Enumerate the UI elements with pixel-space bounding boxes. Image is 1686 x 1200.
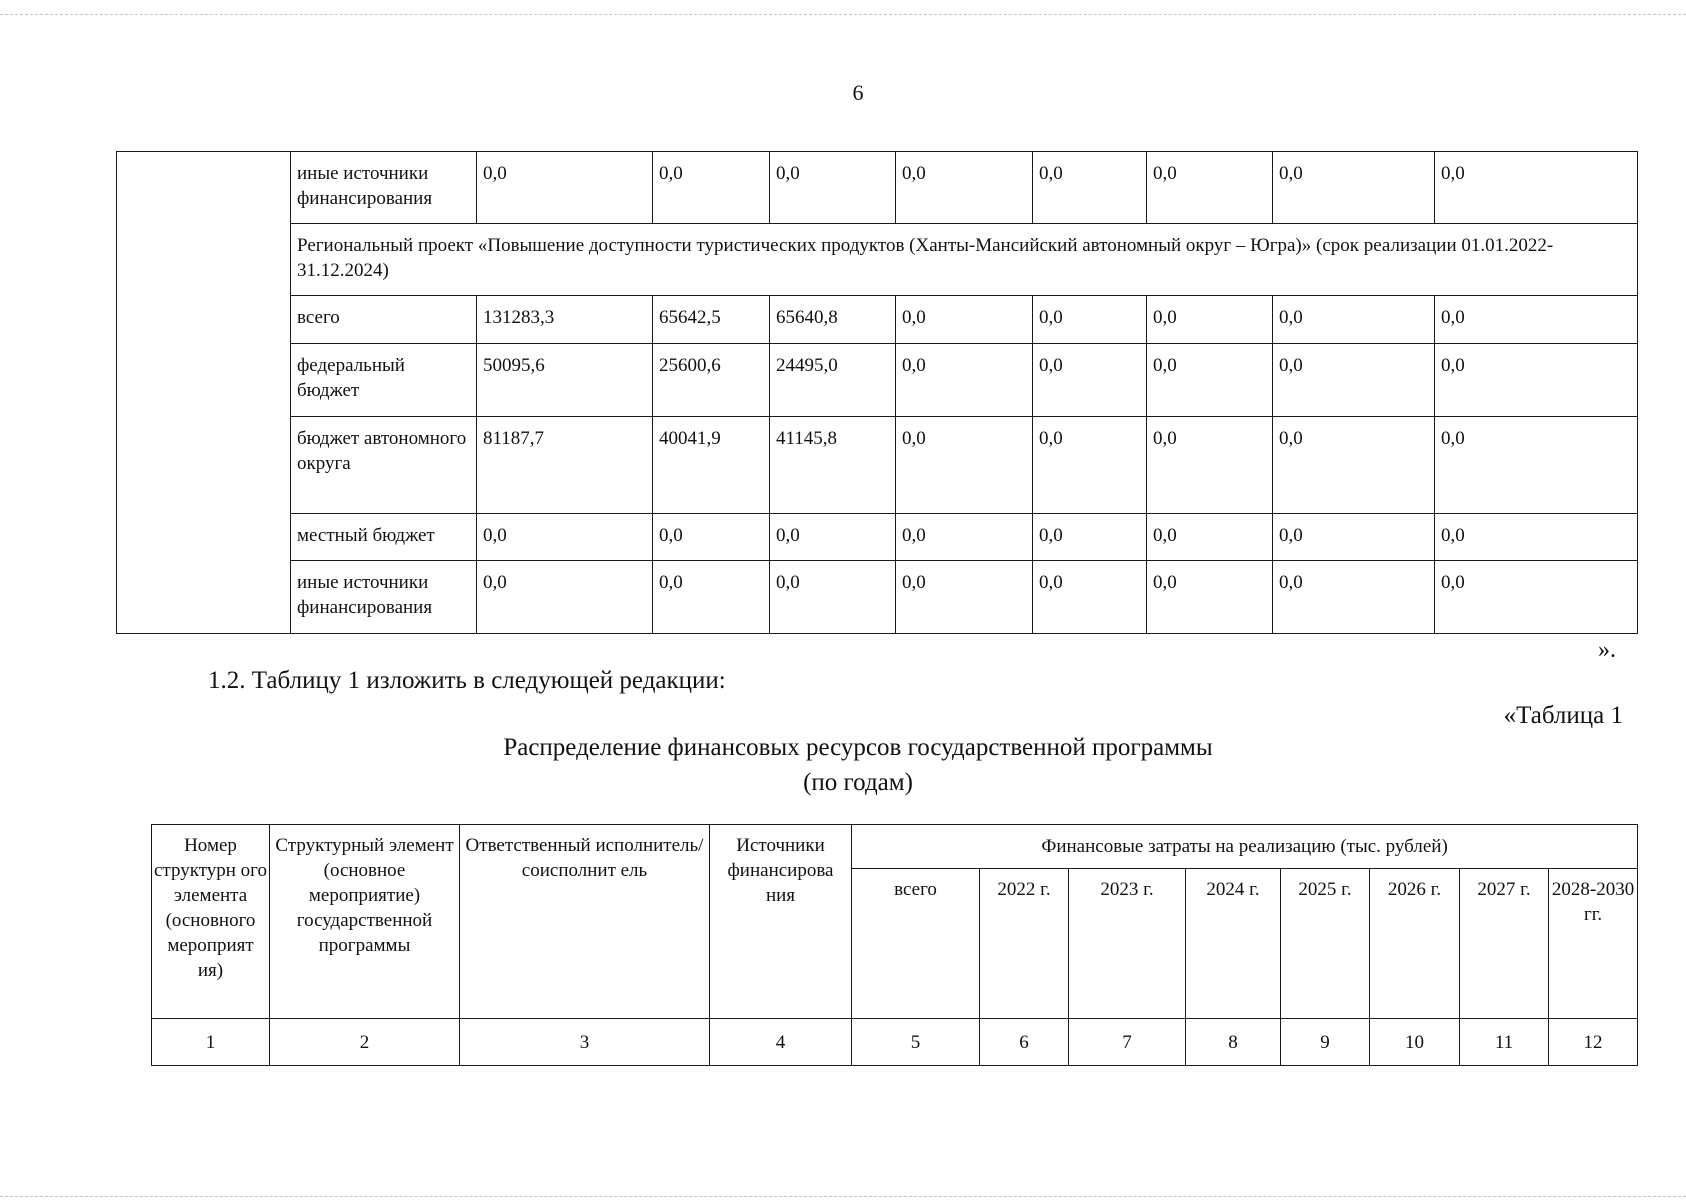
value-cell: 0,0: [1147, 152, 1273, 224]
column-number: 9: [1281, 1019, 1370, 1066]
column-header: Структурный элемент (основное мероприятие) государственной программы: [270, 825, 460, 1019]
value-cell: 0,0: [1273, 152, 1435, 224]
value-cell: 0,0: [896, 344, 1033, 417]
column-number: 4: [710, 1019, 852, 1066]
table-row: [117, 417, 1638, 514]
table-title-line: (по годам): [803, 769, 913, 796]
table-row: [117, 152, 1638, 224]
value-cell: 0,0: [1147, 561, 1273, 634]
value-cell: 0,0: [1435, 296, 1638, 344]
row-label: иные источники финансирования: [291, 561, 477, 634]
value-cell: 0,0: [770, 514, 896, 561]
value-cell: 0,0: [1435, 344, 1638, 417]
value-cell: 0,0: [1273, 561, 1435, 634]
column-number: 1: [152, 1019, 270, 1066]
value-cell: 0,0: [896, 561, 1033, 634]
row-label: федеральный бюджет: [291, 344, 477, 417]
value-cell: 0,0: [1033, 296, 1147, 344]
column-header: 2028-2030 гг.: [1549, 869, 1638, 1019]
scan-edge-top: [0, 14, 1686, 15]
value-cell: 0,0: [1033, 152, 1147, 224]
value-cell: 65640,8: [770, 296, 896, 344]
value-cell: 0,0: [770, 561, 896, 634]
value-cell: 0,0: [1273, 344, 1435, 417]
table-row: [117, 561, 1638, 634]
value-cell: 0,0: [1435, 152, 1638, 224]
value-cell: 0,0: [896, 514, 1033, 561]
table-title: [0, 730, 1686, 800]
column-number: 7: [1069, 1019, 1186, 1066]
column-number: 2: [270, 1019, 460, 1066]
column-header: 2024 г.: [1186, 869, 1281, 1019]
value-cell: 0,0: [1147, 344, 1273, 417]
value-cell: 0,0: [477, 561, 653, 634]
column-number: 10: [1370, 1019, 1460, 1066]
column-number: 3: [460, 1019, 710, 1066]
column-header: 2023 г.: [1069, 869, 1186, 1019]
value-cell: 0,0: [1273, 514, 1435, 561]
table-title-line: Распределение финансовых ресурсов государственной программы: [503, 734, 1213, 761]
value-cell: 0,0: [1147, 417, 1273, 514]
value-cell: 0,0: [1033, 514, 1147, 561]
value-cell: 0,0: [1147, 514, 1273, 561]
value-cell: 41145,8: [770, 417, 896, 514]
table-row: [117, 296, 1638, 344]
header-table: [151, 824, 1638, 1066]
value-cell: 81187,7: [477, 417, 653, 514]
financial-costs-header: Финансовые затраты на реализацию (тыс. рублей): [852, 825, 1638, 869]
page-number: 6: [852, 80, 864, 105]
value-cell: 65642,5: [653, 296, 770, 344]
value-cell: 0,0: [1435, 417, 1638, 514]
column-number: 12: [1549, 1019, 1638, 1066]
value-cell: 0,0: [1435, 561, 1638, 634]
row-label: бюджет автономного округа: [291, 417, 477, 514]
value-cell: 0,0: [1273, 417, 1435, 514]
column-header: Ответственный исполнитель/соисполнит ель: [460, 825, 710, 1019]
value-cell: 0,0: [653, 152, 770, 224]
value-cell: 0,0: [477, 152, 653, 224]
value-cell: 0,0: [896, 296, 1033, 344]
value-cell: 0,0: [653, 514, 770, 561]
column-header: 2022 г.: [980, 869, 1069, 1019]
value-cell: 0,0: [653, 561, 770, 634]
value-cell: 0,0: [1033, 344, 1147, 417]
empty-left-cell: [117, 152, 291, 634]
value-cell: 50095,6: [477, 344, 653, 417]
value-cell: 0,0: [1435, 514, 1638, 561]
table-row: [117, 224, 1638, 296]
table-row: [117, 344, 1638, 417]
table-row: [117, 514, 1638, 561]
column-header: 2026 г.: [1370, 869, 1460, 1019]
column-number: 11: [1460, 1019, 1549, 1066]
column-header: Номер структурн ого элемента (основного мероприят ия): [152, 825, 270, 1019]
row-label: местный бюджет: [291, 514, 477, 561]
value-cell: 25600,6: [653, 344, 770, 417]
scan-edge-bottom: [0, 1196, 1686, 1197]
column-header: 2025 г.: [1281, 869, 1370, 1019]
section-heading: 1.2. Таблицу 1 изложить в следующей редакции:: [208, 667, 726, 694]
column-number: 5: [852, 1019, 980, 1066]
value-cell: 0,0: [1033, 561, 1147, 634]
value-cell: 0,0: [896, 417, 1033, 514]
closing-quote: ».: [1598, 637, 1616, 663]
column-number-row: [152, 1019, 1638, 1066]
column-header: всего: [852, 869, 980, 1019]
column-number: 8: [1186, 1019, 1281, 1066]
value-cell: 0,0: [1273, 296, 1435, 344]
row-label: всего: [291, 296, 477, 344]
column-header: Источники финансирова ния: [710, 825, 852, 1019]
column-header: 2027 г.: [1460, 869, 1549, 1019]
value-cell: 0,0: [896, 152, 1033, 224]
row-label: иные источники финансирования: [291, 152, 477, 224]
value-cell: 0,0: [477, 514, 653, 561]
project-title: Региональный проект «Повышение доступности туристических продуктов (Ханты-Мансийский автономный округ – Югра)» (срок реализации 01.01.2022-31.12.2024): [291, 224, 1638, 296]
value-cell: 0,0: [770, 152, 896, 224]
value-cell: 0,0: [1147, 296, 1273, 344]
continuation-table: [116, 151, 1638, 634]
value-cell: 131283,3: [477, 296, 653, 344]
column-number: 6: [980, 1019, 1069, 1066]
table-label: «Таблица 1: [1503, 702, 1623, 729]
value-cell: 40041,9: [653, 417, 770, 514]
value-cell: 24495,0: [770, 344, 896, 417]
value-cell: 0,0: [1033, 417, 1147, 514]
